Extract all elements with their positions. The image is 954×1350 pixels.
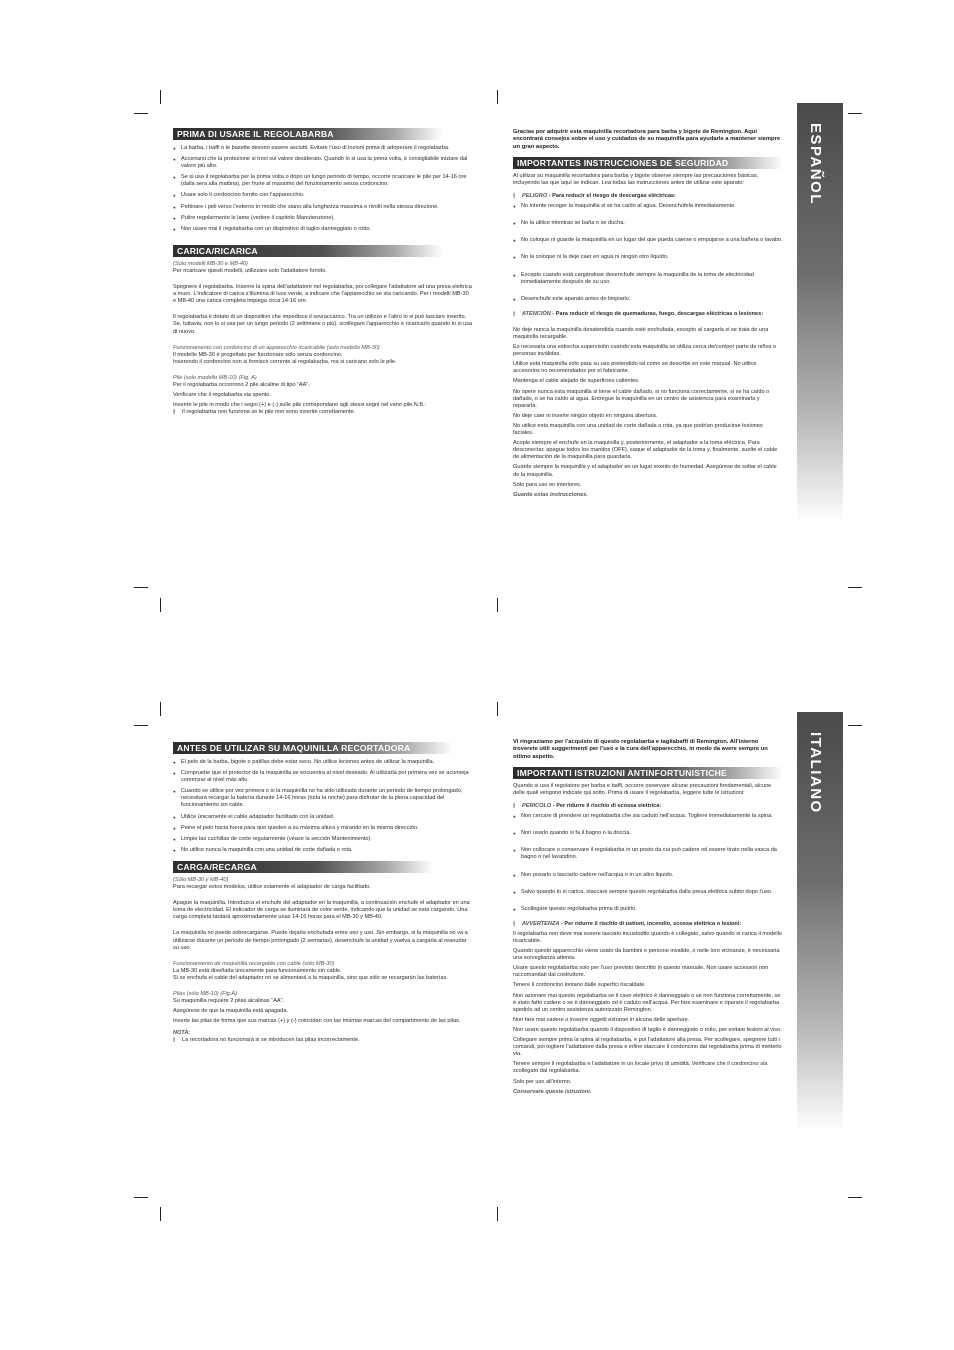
paragraph: No utilice esta maquinilla con una unidad de corte dañada o rota, ya que podrían producirse lesiones faciales. bbox=[513, 422, 763, 437]
paragraph: Spegnere il regolabarba. Inserire la spina dell’adattatore nel regolabarba, poi collegare l’adattatore ad una presa elettrica a muro. L’indicatore di carica s’illumina di luce verde, a indicare che l’apparecchio se sta caricando. Per i modelli MB-30 e MB-40 una carica completa impiega circa 14-16 ore. bbox=[173, 284, 472, 305]
list-item: ● Cuando se utilice por vez primera o si la maquinilla no ha sido utilizada durante un periodo de tiempo prolongado, necesitará recargar la batería durante 14-16 horas (toda la noche) para disfrutar de la plena capacidad del funcionamiento sin cable. bbox=[173, 788, 473, 809]
it-bottom-bullet-list bbox=[513, 813, 783, 913]
warning-text: Il regolabarba non funziona se le pile non sono inserite correttamente. bbox=[182, 409, 356, 416]
paragraph: Collegare sempre prima la spina al regolabarba, e poi l’adattatore alla presa. Per scollegare, spegnere tutti i comandi, poi togliere l’adattatore dalla presa e infine staccare il cordoncino dal regolabarba prima di metterlo via. bbox=[513, 1037, 782, 1058]
paragraph: Acople siempre el enchufe en la maquinilla y, posteriormente, el adaptador a la toma eléctrica. Para desconectar, apague todos los mandos (OFF), saque el adaptador de la toma y, finalmente, suelte el cable de alimentación de la maquinilla para guardarla. bbox=[513, 440, 778, 461]
es-top-column bbox=[513, 129, 783, 499]
paragraph: Utilice esta maquinilla sólo para su uso pretendido tal como se describe en este manual. No utilice accesorios no recomendados por el fabricante. bbox=[513, 361, 757, 375]
tab-espanol bbox=[797, 103, 843, 523]
list-item: ● Non usare mai il regolabarba con un dispositivo di taglio danneggiato o rotto. bbox=[173, 226, 473, 233]
caution-note bbox=[513, 921, 783, 928]
subheading: Funzionamento con cordoncino di un apparecchio ricaricabile (solo modello MB-30) bbox=[173, 344, 380, 351]
paragraph: Il regolabarba non deve mai essere lasciato incustodito quando è collegato, salvo quando si carica il modello ricaricabile. bbox=[513, 930, 782, 945]
paragraph: Per il regolabarba occorrono 2 pile alcaline di tipo “AA”. bbox=[173, 381, 310, 388]
warning-icon: ! bbox=[513, 920, 516, 928]
paragraph: Solo per uso all’interno. bbox=[513, 1078, 572, 1085]
section-header-prima: PRIMA DI USARE IL REGOLABARBA bbox=[173, 128, 443, 140]
tab-italiano bbox=[797, 712, 843, 1132]
it-bottom-column bbox=[513, 739, 783, 1096]
paragraph: Non fare mai cadere o inserire oggetti estranei in alcuna delle aperture. bbox=[513, 1016, 690, 1023]
list-item: ● Non posarlo o lasciarlo cadere nell’acqua o in un altro liquido. bbox=[513, 872, 783, 879]
list-item: ● Non cercare di prendere un regolabarba che sia caduto nell’acqua. Togliere immediatamente la spina. bbox=[513, 813, 783, 820]
caution-label: ATENCIÓN bbox=[522, 310, 551, 317]
paragraph: La maquinilla no puede sobrecargarse. Puede dejarla enchufada entre uso y uso. Sin embargo, si la maquinilla no va a utilizarse durante un periodo de tiempo prolongado (2 semanas), desenchufe la unidad y vuelva a cargarla al reanudar su uso. bbox=[173, 930, 468, 951]
danger-text: - Per ridurre il rischio di scossa elettrica: bbox=[551, 803, 662, 810]
danger-note bbox=[513, 803, 783, 810]
subheading: Pilas (sólo MB-10) (Fig.A) bbox=[173, 990, 238, 997]
paragraph: Il modello MB-30 è progettato per funzionare solo senza cordoncino. bbox=[173, 351, 343, 358]
list-item: ● La barba, i baffi o le basette devono essere asciutti. Evitare l’uso di lozioni prima di adoperare il regolabarba. bbox=[173, 145, 473, 152]
list-item: ● No la utilice mientras se baña o se ducha. bbox=[513, 220, 783, 227]
paragraph: Si se enchufa el cable del adaptador no se alimentará a la maquinilla, sino que sólo se recargarán las baterías. bbox=[173, 974, 448, 981]
warning-icon: ! bbox=[513, 803, 516, 811]
list-item: ● Accertarsi che la protezione si trovi sul valore desiderato. Quando lo si usa la prima volta, è consigliabile iniziare dal valore più alto. bbox=[173, 156, 473, 170]
list-item: ● Compruebe que el protector de la maquinilla se encuentra al nivel deseado. Al utilizarla por primera vez se aconseja comenzar al nivel más alto. bbox=[173, 770, 473, 784]
list-item: ● Se si usa il regolabarba per la prima volta o dopo un lungo periodo di tempo, occorre ricaricare le pile per 14-16 ore (dalla sera alla mattina), per fruire al massimo del funzionamento senza cordoncino. bbox=[173, 174, 473, 188]
paragraph: Es necesaria una estrecha supervisión cuando esta maquinilla se utiliza cerca de/con/por parte de niños o personas inválidas. bbox=[513, 344, 777, 358]
paragraph: Al utilizar su maquinilla recortadora para barba y bigote observe siempre las precauciones básicas, incluyendo las que aquí se indican. Lea todas las instrucciones antes de utilizar este aparato: bbox=[513, 172, 759, 186]
paragraph: Non azionare mai questo regolabarba se il cavo elettrico è danneggiato o se non funziona correttamente, se è stato fatto cadere o se è danneggiato od è caduto nell’acqua. Per fare esaminare e riparare il regolabarba spedirlo ad un centro assistenza autorizzato Remington. bbox=[513, 992, 781, 1013]
paragraph: Inserte las pilas de forma que sus marcas (+) y (-) coincidan con las mismas marcas del compartimento de las pilas. bbox=[173, 1018, 461, 1025]
warning-note bbox=[173, 1037, 473, 1044]
paragraph: Tenere il cordoncino lontano dalle superfici riscaldate. bbox=[513, 982, 646, 989]
list-item: ● Excepto cuando está cargándose desenchufe siempre la maquinilla de la toma de electricidad inmediatamente después de su uso. bbox=[513, 272, 783, 286]
section-header-carica: CARICA/RICARICA bbox=[173, 245, 443, 257]
paragraph: Guarde siempre la maquinilla y el adaptador en un lugar exento de humedad. Asegúrese de soltar el cable de la maquinilla. bbox=[513, 464, 777, 478]
paragraph: No deje nunca la maquinilla desatendida cuando esté enchufada, excepto al cargarla si se trata de una maquinilla recargable. bbox=[513, 326, 769, 341]
caution-label: AVVERTENZA bbox=[522, 920, 560, 927]
paragraph: Non usare questo regolabarba quando il dispositivo di taglio è danneggiato o rotto, per evitare lesioni al viso. bbox=[513, 1026, 782, 1033]
paragraph: Il regolabarba è dotato di un dispositivo che impedisce il sovraccarico. Tra un utilizzo e l’altro lo si può lasciare inserito. Se, tuttavia, non lo si usa per un lungo periodo (2 settimane o più), scollegare l’apparecchio e ricaricarlo quando lo si usa di nuovo. bbox=[173, 314, 473, 335]
intro-text: Gracias por adquirir esta maquinilla recortadora para barba y bigote de Remington. Aquí encontrará consejos sobre el uso y cuidados de su maquinilla para ayudarle a mantener siempre un gran aspecto. bbox=[513, 129, 781, 150]
section-header-antes: ANTES DE UTILIZAR SU MAQUINILLA RECORTADORA bbox=[173, 742, 453, 754]
paragraph: No opere nunca esta maquinilla si tiene el cable dañado, si no funciona correctamente, si se ha caído o dañado, o se ha caído al agua. Entregue la maquinilla en un centro de asistencia para examinarla y repararla. bbox=[513, 388, 770, 409]
list-item: ● Desenchufe este aparato antes de limpiarlo. bbox=[513, 296, 783, 303]
subheading: Pile (solo modello MB-10) (Fig. A) bbox=[173, 374, 257, 381]
paragraph: Usare questo regolabarba solo per l’uso previsto descritto in questo manuale. Non usare accessori non raccomandati dal costruttore. bbox=[513, 965, 769, 979]
paragraph: Verificare che il regolabarba sia spento. bbox=[173, 392, 271, 399]
list-item: ● Non usarlo quando si fa il bagno o la doccia. bbox=[513, 830, 783, 837]
es-top-bullet-list bbox=[513, 203, 783, 303]
es-bottom-column bbox=[173, 742, 473, 1045]
warning-icon: ! bbox=[173, 409, 176, 417]
note-label: NOTA: bbox=[173, 1030, 191, 1037]
list-item: ● No coloque ni guarde la maquinilla en un lugar del que pueda caerse o empujarse a una bañera o lavabo. bbox=[513, 237, 783, 244]
list-item: ● No intente recoger la maquinilla si se ha caído al agua. Desenchúfela inmediatamente. bbox=[513, 203, 783, 210]
paragraph: Su maquinilla requiere 2 pilas alcalinas “AA”. bbox=[173, 998, 284, 1005]
intro-text: Vi ringraziamo per l’acquisto di questo regolabarba e tagliabaffi di Remington. All’interno troverete utili suggerimenti per l’uso e la cura dell’apparecchio, in modo da avere sempre un ottimo aspetto. bbox=[513, 739, 768, 760]
section-header-seguridad: IMPORTANTES INSTRUCCIONES DE SEGURIDAD bbox=[513, 157, 783, 169]
paragraph: Quando questo apparecchio viene usato da bambini o persone invalide, o nelle loro vicinanze, è necessaria una sorveglianza attenta. bbox=[513, 948, 780, 962]
paragraph: Asegúrese de que la maquinilla está apagada. bbox=[173, 1008, 289, 1015]
section-header-carga: CARGA/RECARGA bbox=[173, 861, 433, 873]
warning-note bbox=[173, 409, 473, 416]
keep-instructions: Conservare queste istruzioni. bbox=[513, 1088, 592, 1095]
danger-label: PERICOLO bbox=[522, 803, 552, 810]
list-item: ● Usare solo il cordoncino fornito con l’apparecchio. bbox=[173, 192, 473, 199]
keep-instructions: Guarde estas instrucciones. bbox=[513, 491, 588, 498]
list-item: ● Pettinare i peli verso l’esterno in modo che siano alla lunghezza massima e rivolti nella stessa direzione. bbox=[173, 204, 473, 211]
danger-note bbox=[513, 193, 783, 200]
warning-text: La recortadora no funcionará si se introducen las pilas incorrectamente. bbox=[182, 1037, 360, 1044]
caution-text: - Para reducir el riesgo de quemaduras, fuego, descargas eléctricas o lesiones: bbox=[550, 310, 764, 317]
list-item: ● No la coloque ni la deje caer en agua ni ningún otro líquido. bbox=[513, 254, 783, 261]
caution-text: - Per ridurre il rischio di ustioni, incendio, scossa elettrica o lesioni: bbox=[559, 920, 742, 927]
paragraph: Inserendo il cordoncino non si fornisce corrente al regolabarba, ma si caricano solo le pile. bbox=[173, 358, 397, 365]
warning-icon: ! bbox=[173, 1037, 176, 1045]
list-item: ● Utilice únicamente el cable adaptador facilitado con la unidad. bbox=[173, 814, 473, 821]
it-top-bullet-list bbox=[173, 145, 473, 233]
caution-note bbox=[513, 311, 783, 318]
paragraph: No deje caer ni inserte ningún objeto en ninguna abertura. bbox=[513, 412, 658, 419]
tab-italiano-label: ITALIANO bbox=[807, 732, 824, 814]
list-item: ● El pelo de la barba, bigote o patillas debe estar seco. No utilice lociones antes de utilizar la maquinilla. bbox=[173, 759, 473, 766]
paragraph: Tenere sempre il regolabarba e l’adattatore in un locale privo di umidità. Verificare che il cordoncino sia scollegato dal regolabarba. bbox=[513, 1061, 768, 1075]
warning-icon: ! bbox=[513, 310, 516, 318]
paragraph: Inserire le pile in modo che i segni (+) e (-) sulle pile corrispondano agli stessi segni nel vano pile.N.B.: bbox=[173, 402, 427, 409]
list-item: ● Non collocare o conservare il regolabarba in un posto da cui può cadere od essere tirato nella vasca da bagno o nel lavandino. bbox=[513, 847, 783, 861]
subheading: Funcionamiento de maquinilla recargable con cable (sólo MB-30) bbox=[173, 960, 335, 967]
list-item: ● Limpie las cuchillas de corte regularmente (véase la sección Mantenimiento). bbox=[173, 836, 473, 843]
paragraph: Para recargar estos modelos, utilice solamente el adaptador de carga facilitado. bbox=[173, 884, 371, 891]
danger-label: PELIGRO bbox=[522, 193, 548, 200]
it-top-column bbox=[173, 128, 473, 416]
danger-text: - Para reducir el riesgo de descargas eléctricas: bbox=[547, 193, 676, 200]
list-item: ● Salvo quando lo si carica, staccare sempre questo regolabarba dalla presa elettrica subito dopo l’uso. bbox=[513, 889, 783, 896]
subheading: (Solo modelli MB-30 e MB-40) bbox=[173, 260, 248, 267]
list-item: ● No utilice nunca la maquinilla con una unidad de corte dañada o rota. bbox=[173, 847, 473, 854]
list-item: ● Scollegare questo regolabarba prima di pulirlo. bbox=[513, 906, 783, 913]
list-item: ● Pulire regolarmente le lame (vedere il capitolo Manutenzione). bbox=[173, 215, 473, 222]
warning-icon: ! bbox=[513, 193, 516, 201]
es-bottom-bullet-list bbox=[173, 759, 473, 854]
paragraph: Sólo para uso en interiores. bbox=[513, 481, 582, 488]
paragraph: Mantenga el cable alejado de superficies calientes. bbox=[513, 378, 640, 385]
paragraph: Quando si usa il regolatore per barba e baffi, occorre osservare alcune precauzioni fondamentali, alcune delle quali vengono indicate qui sotto. Prima di usare il regolabarba, leggere tutte le istruzioni: bbox=[513, 782, 772, 796]
section-header-antinfortunistiche: IMPORTANTI ISTRUZIONI ANTINFORTUNISTICHE bbox=[513, 767, 783, 779]
list-item: ● Peine el pelo hacia fuera para que queden a su máxima altura y mirando en la misma dirección. bbox=[173, 825, 473, 832]
paragraph: La MB-30 está diseñada únicamente para funcionamiento sin cable. bbox=[173, 967, 342, 974]
tab-espanol-label: ESPAÑOL bbox=[807, 123, 824, 205]
paragraph: Per ricaricare questi modelli, utilizzare solo l’adattatore fornito. bbox=[173, 267, 327, 274]
subheading: (Sólo MB-30 y MB-40) bbox=[173, 876, 229, 883]
paragraph: Apague la maquinilla. Introduzca el enchufe del adaptador en la maquinilla, a continuación enchufe el adaptador en una toma de electricidad. El indicador de carga se iluminará de color verde, indicando que la unidad se está cargando. Una carga completa tardará aproximadamente unas 14-16 horas para el MB-30 y MB-40. bbox=[173, 900, 470, 921]
